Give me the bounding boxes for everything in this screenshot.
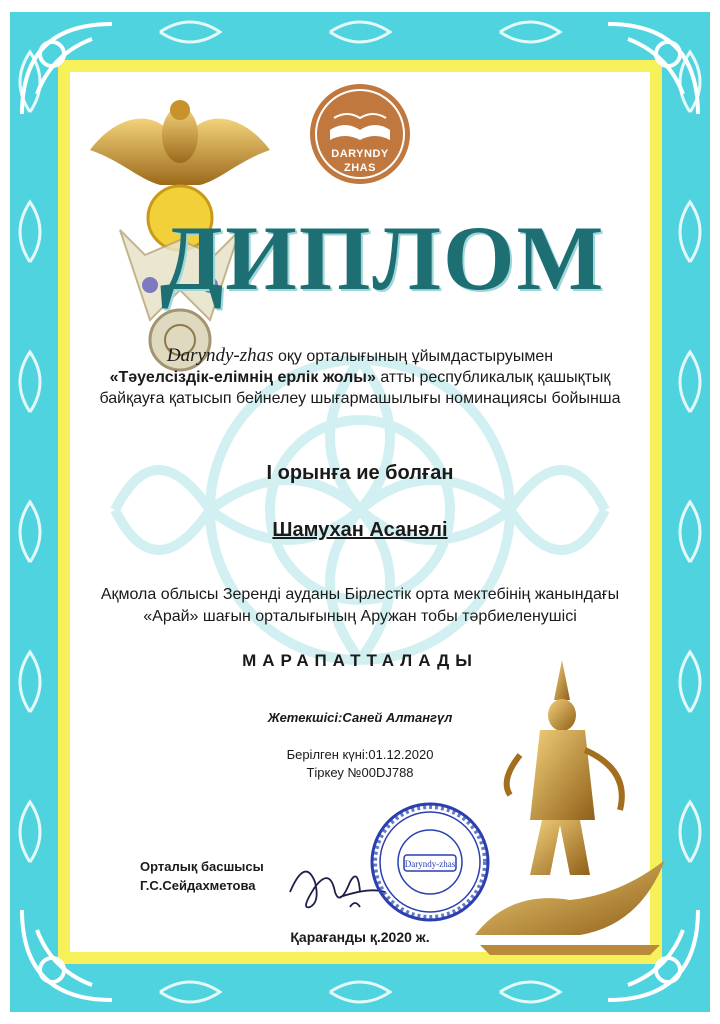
registration-number: Тіркеу №00DJ788 — [306, 765, 414, 780]
intro-line-1 — [70, 345, 650, 367]
logo-text-line2: ZHAS — [344, 162, 376, 174]
city-year: Қарағанды қ.2020 ж. — [290, 929, 430, 945]
contest-name: «Тәуелсіздік-елімнің ерлік жолы» — [109, 369, 376, 386]
intro-line-2 — [70, 369, 650, 387]
official-round-stamp — [368, 800, 492, 924]
award-text: МАРАПАТТАЛАДЫ — [242, 651, 478, 670]
affiliation-line-1: Ақмола облысы Зеренді ауданы Бірлестік орта мектебінің жанындағы — [100, 586, 620, 603]
director-position: Орталық басшысы — [140, 859, 264, 874]
director-block — [140, 857, 264, 895]
corner-ornament-icon — [12, 900, 122, 1010]
recipient-name: Шамухан Асанәлі — [272, 519, 448, 541]
golden-warrior-statue-image — [470, 660, 670, 960]
issue-date: Берілген күні:01.12.2020 — [286, 747, 434, 762]
intro-line-2-text: атты республикалық қашықтық — [375, 369, 611, 386]
stamp-center-text: Daryndy-zhas — [404, 859, 456, 869]
intro-line-1-text: оқу орталығының ұйымдастыруымен — [273, 348, 554, 365]
director-name: Г.С.Сейдахметова — [140, 878, 256, 893]
supervisor-text: Жетекшісі:Саней Алтангүл — [267, 710, 453, 725]
corner-ornament-icon — [598, 14, 708, 124]
organizer-brand: Daryndy-zhas — [166, 345, 274, 366]
intro-line-3: байқауға қатысып бейнелеу шығармашылығы номинациясы бойынша — [99, 390, 621, 407]
place-text: І орынға ие болған — [266, 462, 454, 484]
logo-text-line1: DARYNDY — [331, 148, 389, 160]
diploma-title: ДИПЛОМ — [160, 207, 606, 309]
affiliation-line-2: «Арай» шағын орталығының Аружан тобы тәрбиеленушісі — [143, 608, 577, 625]
